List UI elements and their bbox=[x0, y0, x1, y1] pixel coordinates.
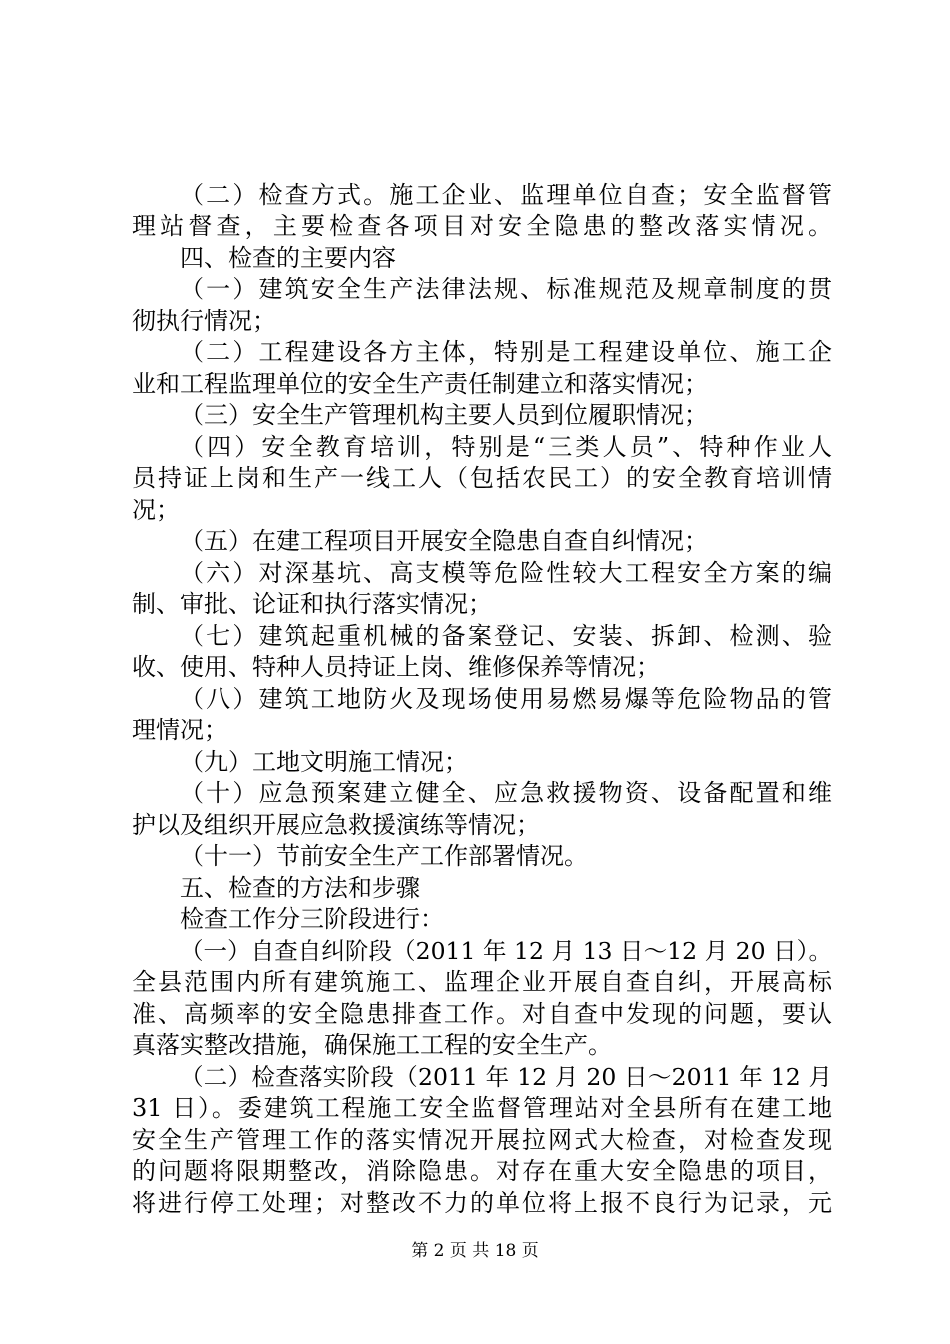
text-line: （七）建筑起重机械的备案登记、安装、拆卸、检测、验 bbox=[180, 622, 832, 650]
text-line: 彻执行情况； bbox=[132, 307, 276, 335]
page-footer: 第 2 页 共 18 页 bbox=[411, 1241, 539, 1261]
text-line: （九）工地文明施工情况； bbox=[180, 748, 468, 776]
text-line: 业和工程监理单位的安全生产责任制建立和落实情况； bbox=[132, 370, 708, 398]
text-line: （二）检查方式。施工企业、监理单位自查；安全监督管 bbox=[180, 181, 832, 209]
text-line: （三）安全生产管理机构主要人员到位履职情况； bbox=[180, 401, 708, 429]
text-line: 准、高频率的安全隐患排查工作。对自查中发现的问题，要认 bbox=[132, 1000, 832, 1028]
text-line: （一）建筑安全生产法律法规、标准规范及规章制度的贯 bbox=[180, 275, 832, 303]
text-line: 理情况； bbox=[132, 716, 228, 744]
text-line: （一）自查自纠阶段（2011 年 12 月 13 日～12 月 20 日）。 bbox=[180, 937, 832, 965]
text-line: 况； bbox=[132, 496, 180, 524]
section-heading: 四、检查的主要内容 bbox=[180, 244, 396, 272]
text-line: 全县范围内所有建筑施工、监理企业开展自查自纠，开展高标 bbox=[132, 968, 832, 996]
text-line: 制、审批、论证和执行落实情况； bbox=[132, 590, 492, 618]
text-line: 将进行停工处理；对整改不力的单位将上报不良行为记录，元 bbox=[132, 1189, 832, 1217]
text-line: 检查工作分三阶段进行： bbox=[180, 905, 444, 933]
text-line: （四）安全教育培训，特别是“三类人员”、特种作业人 bbox=[180, 433, 832, 461]
text-line: （二）检查落实阶段（2011 年 12 月 20 日～2011 年 12 月 bbox=[180, 1063, 832, 1091]
text-line: （六）对深基坑、高支模等危险性较大工程安全方案的编 bbox=[180, 559, 832, 587]
text-line: 安全生产管理工作的落实情况开展拉网式大检查，对检查发现 bbox=[132, 1126, 832, 1154]
text-line: （十）应急预案建立健全、应急救援物资、设备配置和维 bbox=[180, 779, 832, 807]
text-line: （八）建筑工地防火及现场使用易燃易爆等危险物品的管 bbox=[180, 685, 832, 713]
text-line: 员持证上岗和生产一线工人（包括农民工）的安全教育培训情 bbox=[132, 464, 832, 492]
text-line: 收、使用、特种人员持证上岗、维修保养等情况； bbox=[132, 653, 660, 681]
text-line: 护以及组织开展应急救援演练等情况； bbox=[132, 811, 540, 839]
text-line: （十一）节前安全生产工作部署情况。 bbox=[180, 842, 588, 870]
section-heading: 五、检查的方法和步骤 bbox=[180, 874, 420, 902]
text-line: （二）工程建设各方主体，特别是工程建设单位、施工企 bbox=[180, 338, 832, 366]
text-line: 真落实整改措施，确保施工工程的安全生产。 bbox=[132, 1031, 612, 1059]
text-line: 理站督查，主要检查各项目对安全隐患的整改落实情况。 bbox=[132, 212, 832, 240]
text-line: （五）在建工程项目开展安全隐患自查自纠情况； bbox=[180, 527, 708, 555]
text-line: 的问题将限期整改，消除隐患。对存在重大安全隐患的项目， bbox=[132, 1157, 832, 1185]
text-line: 31 日）。委建筑工程施工安全监督管理站对全县所有在建工地 bbox=[132, 1094, 832, 1122]
